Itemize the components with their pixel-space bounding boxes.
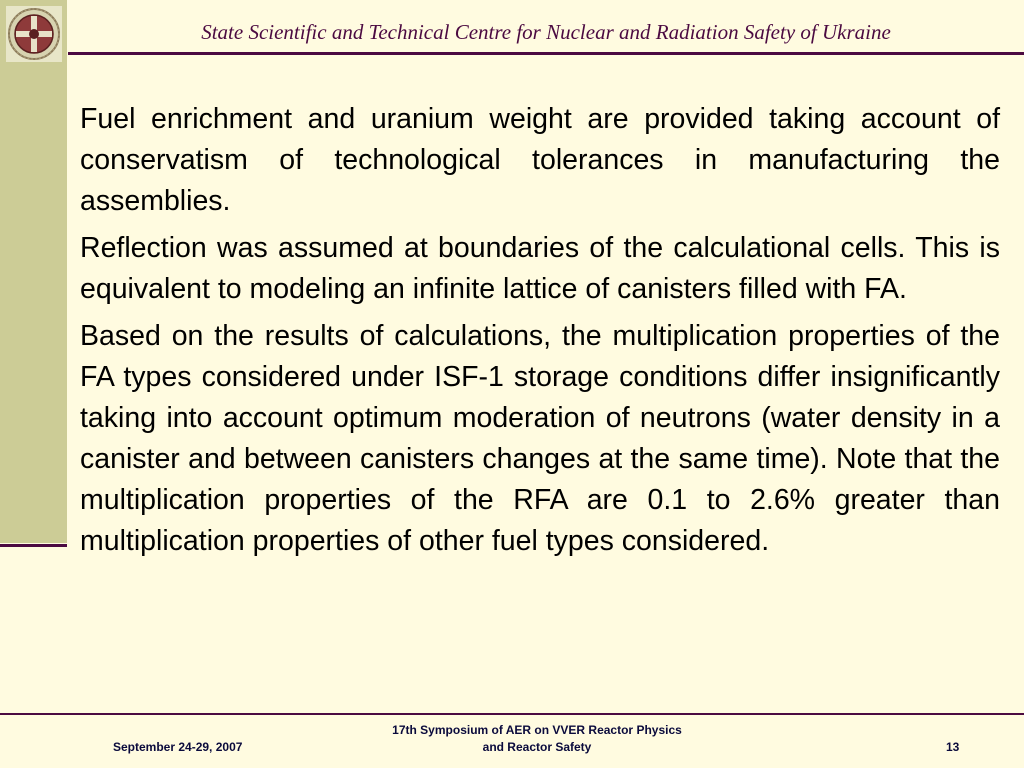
- organization-emblem-icon: [6, 6, 62, 62]
- footer-date: September 24-29, 2007: [113, 740, 243, 754]
- paragraph-reflection: Reflection was assumed at boundaries of the calculational cells. This is equivalent to modeling an infinite lattice of canisters filled with FA.: [80, 232, 1000, 305]
- header-divider: [68, 52, 1024, 55]
- slide-body: [80, 99, 1000, 568]
- footer-event: [347, 722, 727, 756]
- paragraph-enrichment: Fuel enrichment and uranium weight are provided taking account of conservatism of technological tolerances in manufacturing the assemblies.: [80, 103, 1000, 217]
- paragraph-results: Based on the results of calculations, the multiplication properties of the FA types considered under ISF-1 storage conditions differ insignificantly taking into account optimum moderation of neutrons (water density in a canister and between canisters changes at the same time). Note that the multiplication properties of the RFA are 0.1 to 2.6% greater than multiplication properties of other fuel types considered.: [80, 320, 1000, 557]
- footer-divider: [0, 713, 1024, 715]
- header-title: State Scientific and Technical Centre for Nuclear and Radiation Safety of Ukraine: [201, 20, 891, 44]
- left-sidebar-band: [0, 0, 67, 543]
- sidebar-divider: [0, 544, 67, 547]
- footer-event-line2: and Reactor Safety: [482, 740, 592, 754]
- footer-event-line1: 17th Symposium of AER on VVER Reactor Physics: [392, 723, 682, 737]
- page-number: 13: [946, 740, 960, 754]
